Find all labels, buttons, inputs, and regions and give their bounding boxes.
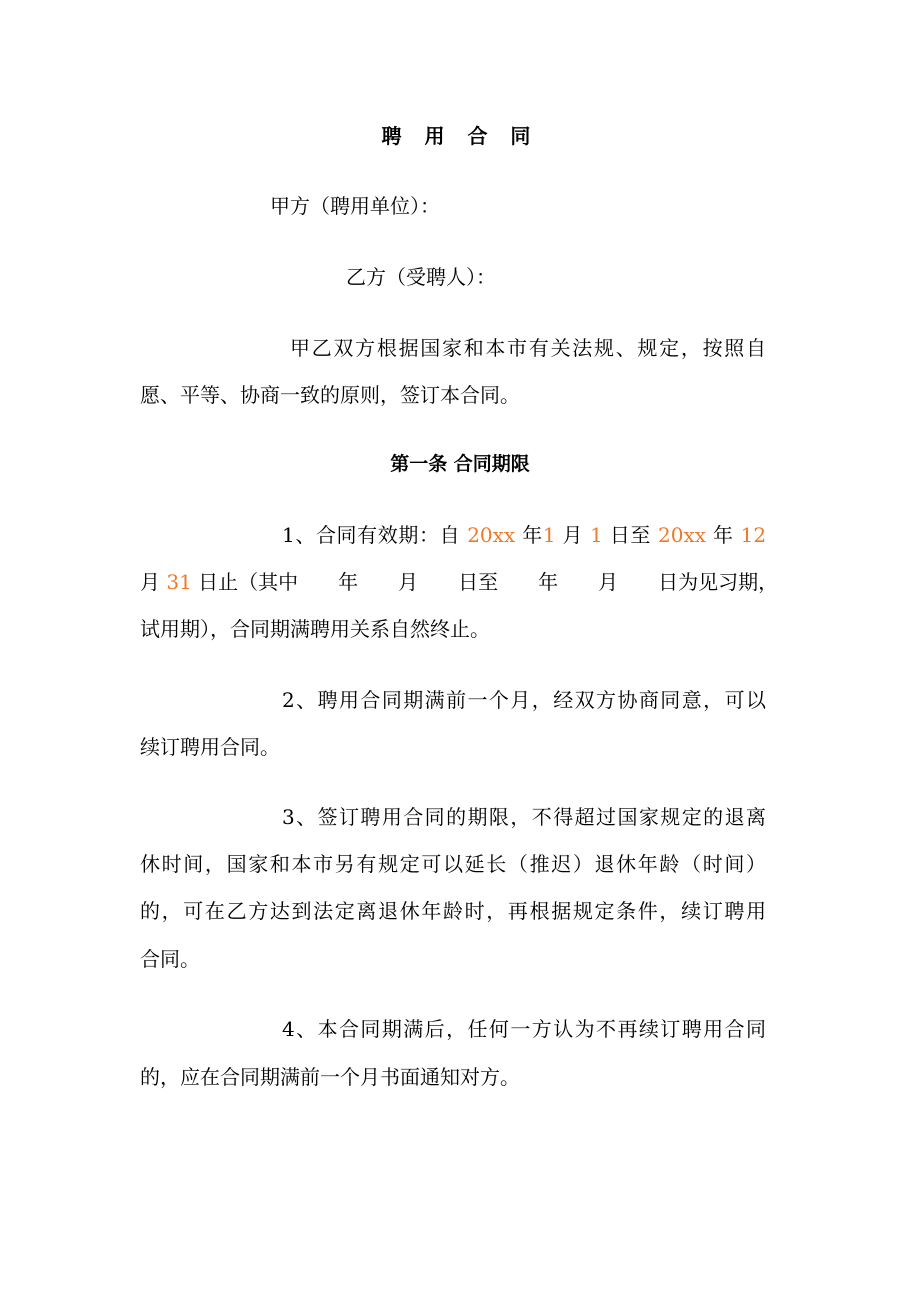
start-year: 20xx xyxy=(467,523,516,547)
month-label: 月 xyxy=(562,523,584,547)
start-month: 1 xyxy=(542,523,556,547)
document-title: 聘 用 合 同 xyxy=(381,124,539,148)
party-a-label: 甲方（聘用单位）： xyxy=(270,194,440,218)
clause-2-line-1: 2、聘用合同期满前一个月，经双方协商同意，可以 xyxy=(282,688,766,712)
clause-2-line-2: 续订聘用合同。 xyxy=(140,735,280,759)
clause-3-line-1: 3、签订聘用合同的期限，不得超过国家规定的退离 xyxy=(282,805,766,829)
clause-1-line-2-rest: 日止（其中 年 月 日至 年 月 日为见习期， xyxy=(198,570,779,594)
clause-1-line-2 xyxy=(140,570,779,594)
clause-3-line-4: 合同。 xyxy=(140,947,200,971)
end-month: 12 xyxy=(740,523,767,547)
preamble-line-2: 愿、平等、协商一致的原则，签订本合同。 xyxy=(140,383,520,407)
clause-4-line-1: 4、本合同期满后，任何一方认为不再续订聘用合同 xyxy=(282,1017,766,1041)
clause-1-line-3: 试用期），合同期满聘用关系自然终止。 xyxy=(140,617,490,641)
clause-1-prefix: 1、合同有效期：自 xyxy=(282,523,468,547)
year-label-2: 年 xyxy=(713,523,734,547)
clause-3-line-3: 的，可在乙方达到法定离退休年龄时，再根据规定条件，续订聘用 xyxy=(140,899,766,923)
section-heading-term: 第一条 合同期限 xyxy=(390,453,530,475)
clause-4-line-2: 的，应在合同期满前一个月书面通知对方。 xyxy=(140,1065,520,1089)
clause-3-line-2: 休时间，国家和本市另有规定可以延长（推迟）退休年龄（时间） xyxy=(140,852,766,876)
year-label: 年 xyxy=(522,523,543,547)
end-year: 20xx xyxy=(658,523,707,547)
party-b-label: 乙方（受聘人）： xyxy=(346,265,496,289)
day-to-label: 日至 xyxy=(609,523,652,547)
month-label-2: 月 xyxy=(140,570,160,594)
preamble-line-1: 甲乙双方根据国家和本市有关法规、规定，按照自 xyxy=(290,336,766,360)
end-day: 31 xyxy=(166,570,192,594)
start-day: 1 xyxy=(590,523,603,547)
clause-1-line-1 xyxy=(282,523,766,547)
